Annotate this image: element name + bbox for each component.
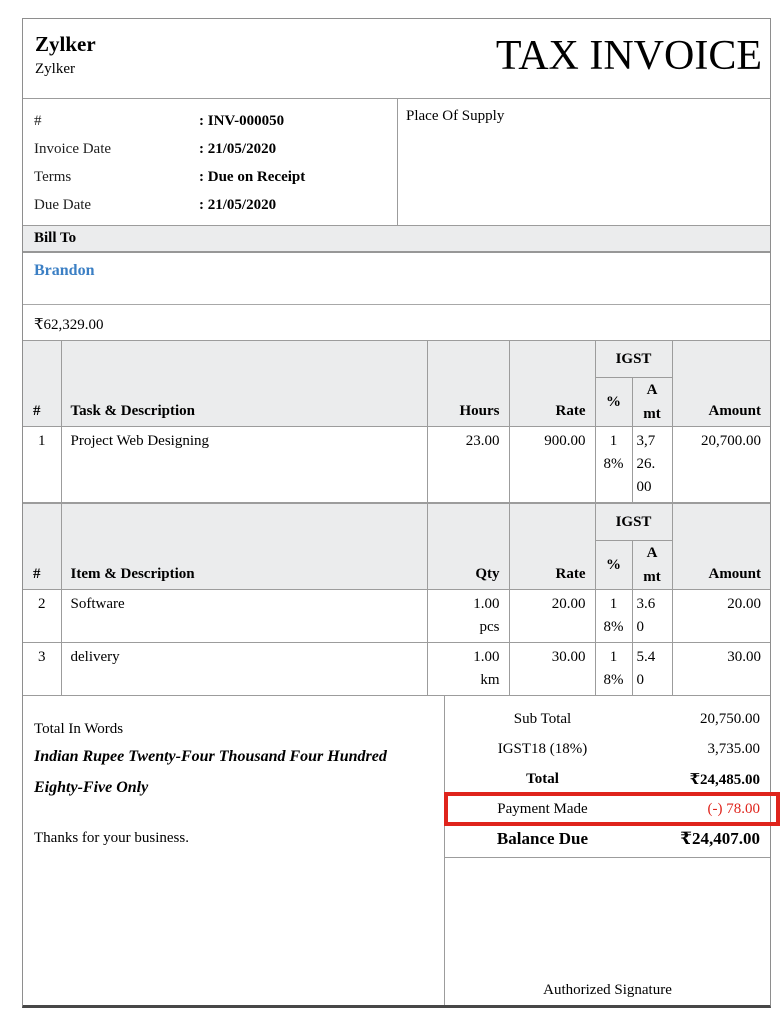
authorized-signature-label: Authorized Signature: [543, 982, 672, 998]
cell-description: Software: [61, 590, 427, 643]
task-row: [23, 427, 770, 503]
invoice-meta-left: [23, 99, 398, 225]
col-header-amount: Amount: [672, 504, 770, 590]
cell-amount: 30.00: [672, 643, 770, 696]
document-title: TAX INVOICE: [495, 33, 762, 79]
totals-rows: [445, 696, 770, 854]
meta-value: : 21/05/2020: [199, 197, 277, 213]
task-table: [23, 340, 770, 503]
cell-unit: pcs: [479, 619, 500, 635]
place-of-supply-label: Place Of Supply: [406, 108, 505, 124]
company-subname: Zylker: [35, 61, 75, 77]
col-header-igst-amt: Amt: [632, 541, 672, 590]
total-value: ₹24,407.00: [680, 829, 760, 848]
customer-row: [23, 253, 770, 305]
col-header-amount: Amount: [672, 341, 770, 427]
thanks-note: Thanks for your business.: [34, 830, 189, 846]
col-header-igst-percent: %: [595, 541, 632, 590]
company-block: [23, 19, 96, 98]
col-header-number: #: [23, 504, 61, 590]
total-row-igst: [445, 734, 770, 764]
cell-igst-percent: 18%: [595, 427, 632, 503]
col-header-rate: Rate: [509, 341, 595, 427]
meta-label: Invoice Date: [34, 141, 112, 157]
total-row-payment-made: [445, 794, 770, 824]
total-label: Sub Total: [513, 710, 572, 727]
total-value: (-) 78.00: [707, 800, 760, 817]
cell-rate: 30.00: [509, 643, 595, 696]
col-header-igst: IGST: [595, 504, 672, 541]
total-in-words-label: Total In Words: [34, 721, 124, 737]
customer-name-link[interactable]: Brandon: [34, 262, 95, 279]
total-label: Total: [526, 770, 559, 787]
cell-rate: 900.00: [509, 427, 595, 503]
bill-to-bar: Bill To: [23, 226, 770, 253]
totals-panel: [444, 696, 770, 1005]
col-header-hours: Hours: [427, 341, 509, 427]
cell-igst-percent: 18%: [595, 590, 632, 643]
cell-number: 1: [23, 427, 61, 503]
col-header-igst-amt: Amt: [632, 378, 672, 427]
cell-qty: 1.00 pcs: [427, 590, 509, 643]
cell-igst-amt: 5.40: [632, 643, 672, 696]
meta-value: : 21/05/2020: [199, 141, 277, 157]
meta-value: : Due on Receipt: [199, 169, 306, 185]
cell-amount: 20,700.00: [672, 427, 770, 503]
col-header-description: Task & Description: [61, 341, 427, 427]
total-value: 20,750.00: [700, 710, 760, 727]
cell-number: 2: [23, 590, 61, 643]
total-label: IGST18 (18%): [497, 740, 588, 757]
company-name: Zylker: [35, 32, 96, 56]
customer-outstanding-amount: ₹62,329.00: [34, 317, 104, 333]
col-header-description: Item & Description: [61, 504, 427, 590]
meta-label: Terms: [34, 169, 72, 185]
total-in-words-value: Indian Rupee Twenty-Four Thousand Four Hundred Eighty-Five Only: [34, 748, 387, 796]
total-label: Payment Made: [497, 800, 588, 817]
meta-row-number: [34, 107, 397, 135]
meta-label: Due Date: [34, 197, 92, 213]
col-header-number: #: [23, 341, 61, 427]
total-label: Balance Due: [496, 829, 589, 848]
col-header-rate: Rate: [509, 504, 595, 590]
cell-qty: 1.00 km: [427, 643, 509, 696]
cell-description: delivery: [61, 643, 427, 696]
signature-box: [445, 857, 770, 1005]
meta-row-terms: [34, 163, 397, 191]
cell-amount: 20.00: [672, 590, 770, 643]
cell-unit: km: [480, 672, 500, 688]
meta-row-invoice-date: [34, 135, 397, 163]
meta-row-due-date: [34, 191, 397, 219]
place-of-supply-cell: [398, 99, 770, 225]
invoice-header: [23, 19, 770, 99]
meta-value: : INV-000050: [199, 113, 285, 129]
cell-hours: 23.00: [427, 427, 509, 503]
invoice-meta-section: [23, 99, 770, 226]
total-row-balance-due: [445, 824, 770, 854]
total-row-total: [445, 764, 770, 794]
total-value: 3,735.00: [707, 740, 760, 757]
total-in-words-block: [23, 696, 444, 1005]
total-row-subtotal: [445, 704, 770, 734]
item-row: [23, 590, 770, 643]
col-header-qty: Qty: [427, 504, 509, 590]
invoice-document: [22, 18, 771, 1008]
cell-igst-amt: 3,726.00: [632, 427, 672, 503]
item-row: [23, 643, 770, 696]
col-header-igst: IGST: [595, 341, 672, 378]
cell-igst-percent: 18%: [595, 643, 632, 696]
cell-igst-amt: 3.60: [632, 590, 672, 643]
cell-description: Project Web Designing: [61, 427, 427, 503]
cell-number: 3: [23, 643, 61, 696]
total-value: ₹24,485.00: [689, 771, 760, 788]
meta-label: #: [34, 113, 42, 129]
invoice-footer: [23, 696, 770, 1005]
col-header-igst-percent: %: [595, 378, 632, 427]
cell-rate: 20.00: [509, 590, 595, 643]
item-table: [23, 503, 770, 696]
